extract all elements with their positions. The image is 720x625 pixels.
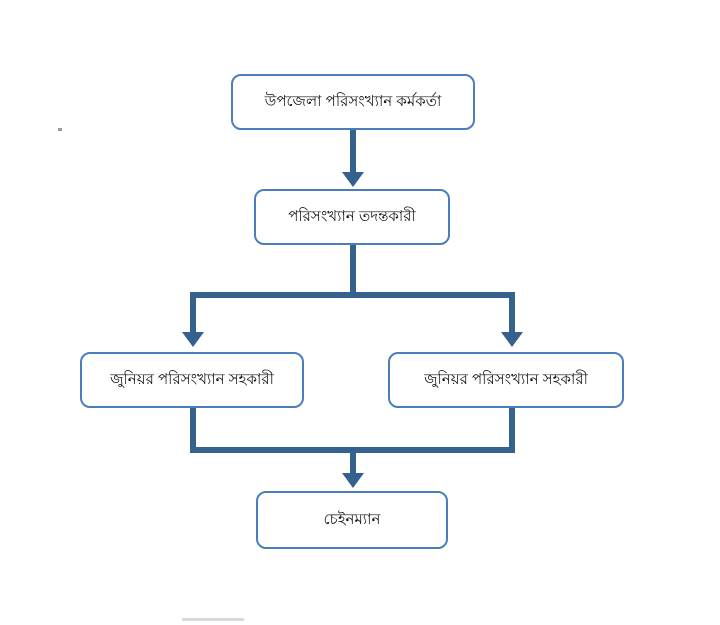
node-junior-statistics-assistant-left[interactable] bbox=[80, 352, 304, 408]
connector-bus-right-drop bbox=[509, 292, 515, 334]
connector-bus-top bbox=[190, 292, 515, 298]
node-upazila-statistics-officer[interactable] bbox=[231, 74, 475, 130]
node-label: উপজেলা পরিসংখ্যান কর্মকর্তা bbox=[264, 93, 442, 110]
arrowhead-chainman bbox=[342, 473, 364, 488]
node-label: চেইনম্যান bbox=[323, 511, 381, 528]
node-statistics-investigator[interactable] bbox=[254, 189, 450, 245]
connector-bus-left-drop bbox=[190, 292, 196, 334]
connector-uso-to-investigator bbox=[350, 130, 356, 174]
connector-jsa-right-down bbox=[509, 408, 515, 450]
node-label: পরিসংখ্যান তদন্তকারী bbox=[288, 208, 416, 225]
connector-investigator-to-bus bbox=[350, 245, 356, 295]
scan-speck-left bbox=[58, 128, 62, 131]
arrowhead-investigator bbox=[342, 172, 364, 187]
scan-speck-bottom bbox=[182, 618, 244, 621]
node-label: জুনিয়র পরিসংখ্যান সহকারী bbox=[110, 371, 274, 388]
arrowhead-jsa-right bbox=[501, 332, 523, 347]
arrowhead-jsa-left bbox=[182, 332, 204, 347]
node-junior-statistics-assistant-right[interactable] bbox=[388, 352, 624, 408]
connector-jsa-left-down bbox=[190, 408, 196, 450]
connector-bus-to-chainman bbox=[350, 447, 356, 475]
node-chainman[interactable] bbox=[256, 491, 448, 549]
node-label: জুনিয়র পরিসংখ্যান সহকারী bbox=[424, 371, 588, 388]
